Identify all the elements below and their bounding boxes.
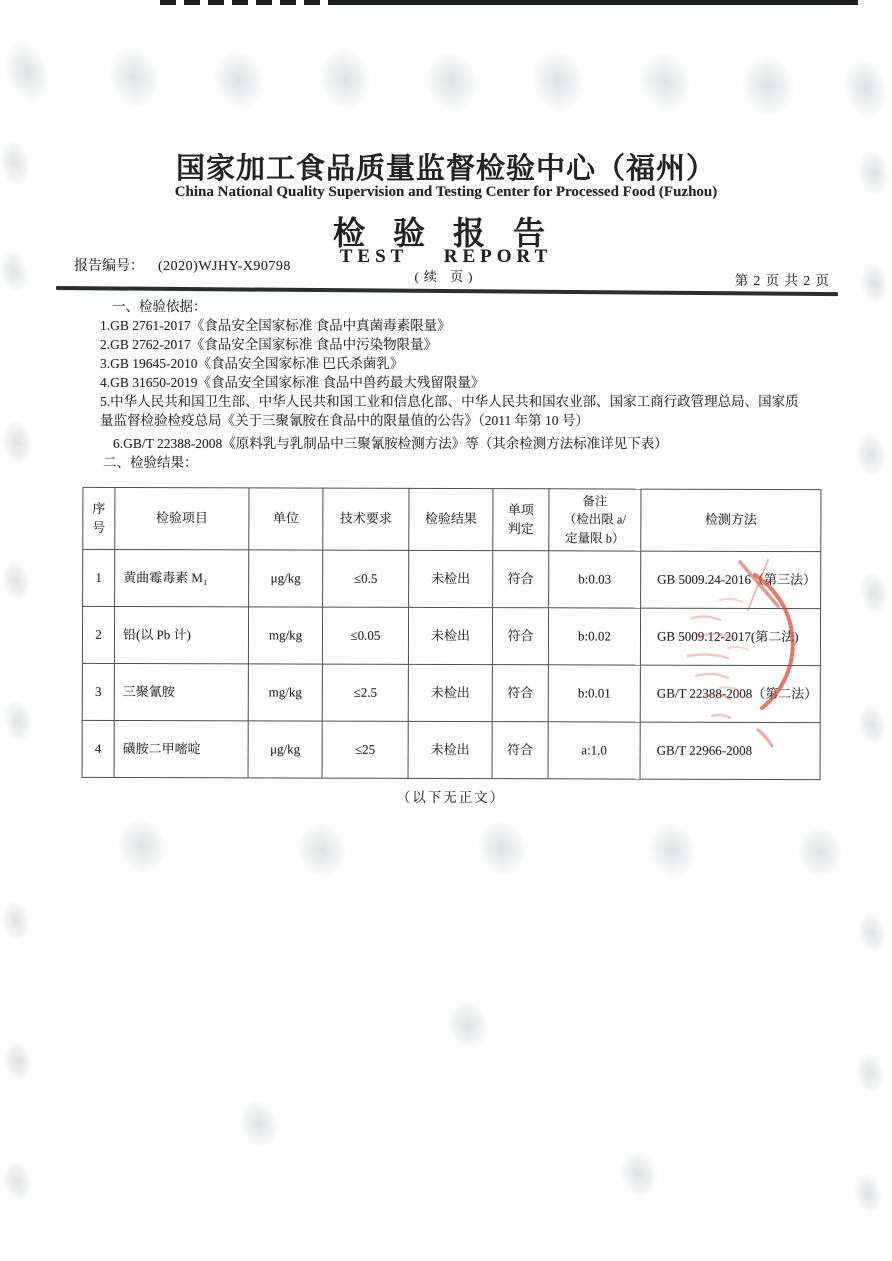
page-indicator: 第 2 页 共 2 页: [734, 273, 830, 288]
scan-artifact: [234, 1096, 283, 1152]
table-cell: 符合: [492, 722, 548, 779]
header-divider-rule: [56, 286, 838, 296]
scan-artifact: [0, 35, 58, 110]
scan-artifact: [851, 1170, 886, 1216]
table-header-cell: 单位: [249, 488, 323, 550]
report-number-value: (2020)WJHY-X90798: [158, 259, 291, 274]
results-table-header: [83, 487, 821, 551]
table-cell: GB 5009.12-2017(第二法): [640, 608, 820, 666]
scan-artifact: [633, 46, 698, 117]
scan-artifact: [792, 821, 848, 883]
scan-artifact: [0, 418, 36, 468]
table-cell: b:0.03: [549, 551, 641, 608]
results-heading: 二、检验结果：: [103, 455, 198, 470]
basis-item: 5.中华人民共和国卫生部、中华人民共和国工业和信息化部、中华人民共和国农业部、国家工商行政管理总局、国家质量监督检验检疫总局《关于三聚氰胺在食品中的限量值的公告》（2011 年第 10 号）: [100, 394, 799, 428]
scan-artifact: [442, 996, 494, 1055]
org-title-cn: 国家加工食品质量监督检验中心（福州）: [175, 153, 716, 185]
table-row: [83, 549, 821, 608]
results-table: [82, 487, 822, 780]
inspection-basis-section: [100, 297, 812, 472]
scan-artifact: [852, 430, 889, 480]
scan-artifact: [0, 898, 33, 944]
table-row: [82, 720, 820, 779]
table-cell: μg/kg: [249, 550, 323, 607]
table-row: [82, 663, 820, 722]
table-cell: 黄曲霉毒素 M₁: [115, 549, 249, 606]
table-cell: mg/kg: [248, 607, 322, 664]
table-cell: 符合: [492, 608, 548, 665]
table-header-cell: 技术要求: [323, 488, 409, 550]
table-cell: ≤0.5: [323, 550, 409, 607]
table-cell: GB 5009.24-2016（第三法）: [641, 551, 821, 609]
scan-artifact: [0, 558, 33, 604]
table-header-cell: 检验结果: [409, 488, 493, 550]
scan-artifact: [735, 49, 801, 122]
table-cell: 2: [82, 606, 114, 663]
table-header-cell: 检测方法: [641, 489, 821, 552]
results-table-body: [82, 549, 821, 779]
table-cell: 未检出: [409, 550, 493, 607]
table-cell: b:0.01: [548, 665, 640, 722]
table-cell: ≤2.5: [322, 664, 408, 721]
report-number-line: [74, 255, 291, 275]
continuation-page-label: (续 页): [414, 269, 478, 284]
scan-artifact: [292, 817, 353, 884]
table-cell: GB/T 22966-2008: [640, 722, 820, 780]
table-cell: 未检出: [408, 607, 492, 664]
scan-artifact: [855, 702, 890, 748]
scan-artifact: [418, 46, 485, 119]
basis-item: 2.GB 2762-2017《食品安全国家标准 食品中污染物限量》: [100, 337, 438, 352]
scan-artifact: [112, 813, 173, 880]
scan-artifact: [614, 1146, 663, 1202]
basis-item: 1.GB 2761-2017《食品安全国家标准 食品中真菌毒素限量》: [100, 318, 451, 333]
report-title-cn: 检验报告: [332, 215, 573, 251]
scan-artifact: [642, 817, 703, 884]
report-title-en: TEST REPORT: [339, 246, 553, 267]
scan-edge-bar-dashed: [160, 0, 330, 5]
scan-artifact: [102, 41, 165, 114]
org-title-en: China National Quality Supervision and Testing Center for Processed Food (Fuzhou): [174, 184, 718, 200]
report-number-label: 报告编号：: [74, 259, 144, 274]
basis-item: 4.GB 31650-2019《食品安全国家标准 食品中兽药最大残留限量》: [100, 375, 485, 390]
scan-artifact: [313, 43, 377, 116]
table-cell: ≤25: [322, 721, 408, 778]
table-cell: 1: [83, 549, 115, 606]
table-cell: 符合: [492, 665, 548, 722]
basis-list: [100, 316, 812, 453]
table-cell: 三聚氰胺: [114, 663, 248, 720]
table-cell: 铅(以 Pb 计): [114, 606, 248, 663]
basis-heading: 一、检验依据：: [112, 299, 207, 314]
scan-artifact: [857, 570, 892, 616]
table-header-cell: 检验项目: [115, 487, 249, 549]
table-cell: 符合: [493, 551, 549, 608]
scan-artifact: [837, 54, 892, 123]
table-cell: mg/kg: [248, 664, 322, 721]
scan-edge-bar: [330, 0, 858, 5]
table-cell: μg/kg: [248, 721, 322, 778]
scan-artifact: [206, 44, 272, 117]
table-cell: GB/T 22388-2008（第二法）: [640, 665, 820, 723]
end-of-text-note: （以下无正文）: [396, 790, 506, 805]
table-cell: 3: [82, 663, 114, 720]
basis-item: 6.GB/T 22388-2008《原料乳与乳制品中三聚氰胺检测方法》等（其余检测方法标准详见下表）: [113, 436, 668, 451]
scan-artifact: [1, 1038, 36, 1084]
table-header-cell: 序 号: [83, 487, 115, 549]
scan-artifact: [525, 44, 591, 117]
basis-item: 3.GB 19645-2010《食品安全国家标准 巴氏杀菌乳》: [100, 356, 404, 371]
table-cell: 未检出: [408, 664, 492, 721]
scan-artifact: [472, 815, 533, 882]
table-header-cell: 单项 判定: [493, 489, 549, 551]
scan-artifact: [0, 1158, 34, 1204]
table-cell: a:1.0: [548, 722, 640, 779]
table-cell: 磺胺二甲嘧啶: [114, 720, 248, 777]
table-cell: b:0.02: [548, 608, 640, 665]
table-row: [82, 606, 820, 665]
table-header-cell: 备注 （检出限 a/ 定量限 b）: [549, 489, 641, 551]
scan-artifact: [1, 698, 36, 744]
scan-artifact: [855, 910, 890, 956]
table-cell: 未检出: [408, 721, 492, 778]
table-cell: ≤0.05: [322, 607, 408, 664]
table-cell: 4: [82, 720, 114, 777]
scan-artifact: [853, 1050, 888, 1096]
